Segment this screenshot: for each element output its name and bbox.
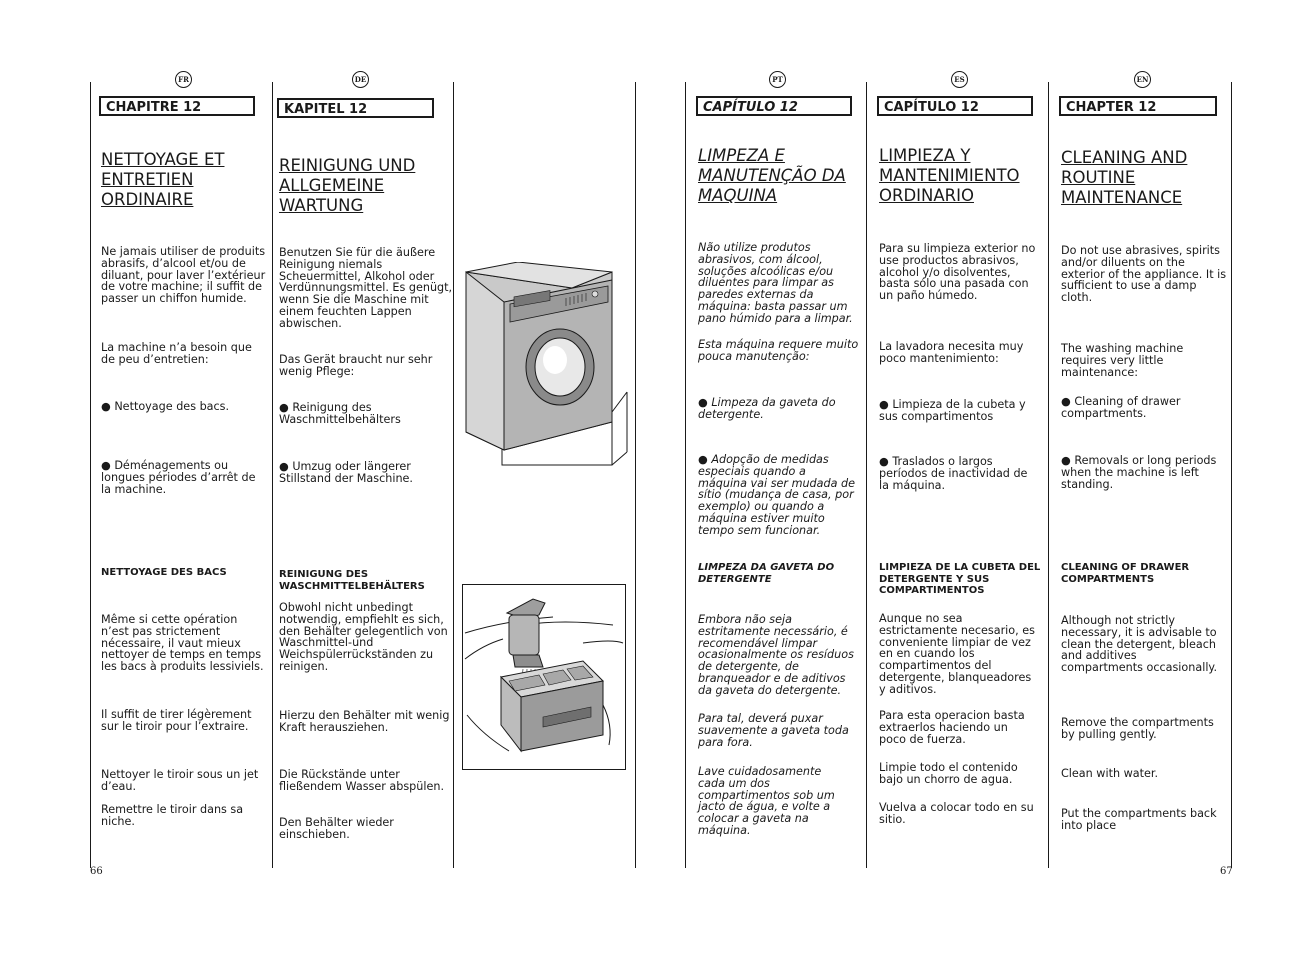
language-badge-es: ES (951, 71, 968, 88)
text-line: estrictamente necesario, es (879, 623, 1035, 637)
text-line: wenn Sie die Maschine mit (279, 293, 429, 307)
text-line: soluções alcoólicas e/ou (698, 264, 834, 278)
subheading-fr (101, 567, 227, 579)
text-line: longues périodes d’arrêt de (101, 470, 256, 484)
page-gutter-rule (635, 82, 636, 868)
text-line: Do not use abrasives, spirits (1061, 244, 1221, 257)
text-line: Lave cuidadosamente (698, 765, 822, 778)
section-title-en (1061, 148, 1187, 208)
paragraph-pt (698, 713, 849, 748)
text-line: compartments. (1061, 406, 1147, 420)
text-line: MAINTENANCE (1061, 188, 1183, 207)
text-line: suavemente a gaveta toda (698, 723, 849, 737)
text-line: y aditivos. (879, 682, 937, 696)
paragraph-es (879, 762, 1018, 786)
text-line: ORDINAIRE (101, 190, 194, 209)
bullet-fr (101, 401, 229, 413)
text-line: into place (1061, 818, 1117, 832)
text-line: Clean with water. (1061, 767, 1158, 780)
text-line: Waschmittelbehälters (279, 412, 401, 426)
page-number-left: 66 (90, 866, 103, 877)
text-line: niche. (101, 814, 135, 828)
text-line: WASCHMITTELBEHÄLTERS (279, 580, 425, 592)
paragraph-fr (101, 246, 265, 305)
text-line: ● Umzug oder längerer (279, 460, 411, 473)
text-line: Reinigung niemals (279, 257, 383, 271)
text-line: and additives (1061, 649, 1137, 663)
paragraph-en (1061, 245, 1226, 304)
text-line: Weichspülerrückständen zu (279, 648, 434, 662)
text-line: notwendig, empfiehlt es sich, (279, 612, 444, 626)
text-line: when the machine is left (1061, 465, 1199, 479)
paragraph-es (879, 613, 1035, 696)
text-line: alcohol y/o disolventes, (879, 265, 1011, 279)
text-line: sur le tiroir pour l’extraire. (101, 719, 249, 733)
text-line: poco de fuerza. (879, 732, 966, 746)
column-divider (1048, 82, 1049, 868)
text-line: Kraft herausziehen. (279, 720, 389, 734)
text-line: extraerlos haciendo un (879, 720, 1008, 734)
text-line: pouca manutenção: (698, 349, 810, 363)
text-line: cloth. (1061, 291, 1093, 305)
text-line: la machine. (101, 482, 167, 496)
text-line: exterior of the appliance. It is (1061, 267, 1227, 281)
text-line: en en cuando los (879, 647, 975, 661)
paragraph-fr (101, 614, 264, 673)
language-badge-en: EN (1134, 71, 1151, 88)
text-line: DETERGENTE (698, 573, 772, 585)
subheading-pt (698, 562, 834, 585)
right-margin-rule (1231, 82, 1232, 868)
text-line: sitio. (879, 812, 906, 826)
text-line: LIMPEZA E (698, 146, 785, 165)
paragraph-de (279, 602, 448, 673)
text-line: de peu d’entretien: (101, 352, 209, 366)
paragraph-de (279, 247, 452, 330)
text-line: máquina estiver muito (698, 511, 825, 525)
text-line: da gaveta do detergente. (698, 683, 842, 697)
text-line: detergente. (698, 407, 764, 421)
text-line: exemplo) ou quando a (698, 500, 825, 514)
text-line: Ne jamais utiliser de produits (101, 245, 266, 258)
text-line: Put the compartments back (1061, 807, 1217, 820)
column-divider (866, 82, 867, 868)
text-line: Den Behälter wieder (279, 816, 394, 829)
paragraph-pt (698, 614, 854, 697)
text-line: Benutzen Sie für die äußere (279, 246, 436, 259)
paragraph-fr (101, 709, 252, 733)
text-line: nécessaire, il vaut mieux (101, 636, 241, 650)
chapter-box-pt: CAPÍTULO 12 (696, 96, 852, 116)
text-line: conveniente limpiar de vez (879, 635, 1031, 649)
text-line: estritamente necessário, é (698, 624, 848, 638)
paragraph-en (1061, 768, 1158, 780)
detergent-drawer-illustration (463, 585, 625, 769)
text-line: DETERGENTE Y SUS (879, 573, 990, 585)
page-number-right: 67 (1220, 866, 1233, 877)
text-line: Aunque no sea (879, 612, 963, 625)
text-line: einschieben. (279, 827, 350, 841)
chapter-box-de: KAPITEL 12 (277, 98, 434, 118)
text-line: ● Traslados o largos (879, 455, 993, 468)
subheading-en (1061, 562, 1189, 585)
text-line: by pulling gently. (1061, 727, 1157, 741)
bullet-en (1061, 396, 1180, 420)
paragraph-en (1061, 808, 1217, 832)
text-line: detergente, blanqueadores (879, 670, 1032, 684)
text-line: Scheuermittel, Alkohol oder (279, 269, 435, 283)
text-line: Vuelva a colocar todo en su (879, 801, 1034, 814)
text-line: la máquina. (879, 478, 946, 492)
text-line: NETTOYAGE DES BACS (101, 567, 227, 578)
language-badge-de: DE (352, 71, 369, 88)
text-line: Remettre le tiroir dans sa (101, 803, 244, 816)
text-line: máquina: basta passar um (698, 299, 848, 313)
text-line: ● Déménagements ou (101, 459, 229, 472)
text-line: Nettoyer le tiroir sous un jet (101, 768, 259, 781)
text-line: de detergente, de (698, 660, 799, 674)
text-line: LIMPEZA DA GAVETA DO (698, 562, 835, 573)
text-line: requires very little (1061, 353, 1164, 367)
text-line: einem feuchten Lappen (279, 304, 412, 318)
text-line: NETTOYAGE ET (101, 150, 225, 169)
text-line: WARTUNG (279, 196, 364, 215)
text-line: poco mantenimiento: (879, 351, 999, 365)
text-line: sufficient to use a damp (1061, 279, 1197, 293)
text-line: La lavadora necesita muy (879, 340, 1024, 353)
text-line: Limpie todo el contenido (879, 761, 1018, 774)
text-line: nettoyer de temps en temps (101, 648, 262, 662)
text-line: compartments occasionally. (1061, 661, 1218, 675)
text-line: Embora não seja (698, 613, 792, 626)
text-line: diluant, pour laver l’extérieur (101, 268, 266, 282)
paragraph-en (1061, 343, 1183, 378)
text-line: CLEANING AND (1061, 148, 1188, 167)
paragraph-es (879, 243, 1035, 302)
bullet-de (279, 402, 401, 426)
text-line: Hierzu den Behälter mit wenig (279, 709, 450, 722)
text-line: diluentes para limpar as (698, 276, 834, 290)
text-line: abrasivos, com álcool, (698, 252, 823, 266)
text-line: and/or diluents on the (1061, 255, 1185, 269)
text-line: Remove the compartments (1061, 716, 1214, 729)
text-line: LIMPIEZA DE LA CUBETA DEL (879, 562, 1041, 573)
text-line: ORDINARIO (879, 186, 974, 205)
text-line: Esta máquina requere muito (698, 338, 859, 351)
text-line: COMPARTIMENTOS (879, 585, 985, 596)
text-line: basta sólo una pasada con (879, 277, 1029, 291)
text-line: ENTRETIEN (101, 170, 194, 189)
text-line: para fora. (698, 735, 753, 749)
text-line: ROUTINE (1061, 168, 1136, 187)
text-line: Stillstand der Maschine. (279, 471, 413, 485)
column-divider (272, 82, 273, 868)
text-line: colocar a gaveta na (698, 812, 809, 826)
column-divider (453, 82, 454, 868)
text-line: Although not strictly (1061, 614, 1175, 627)
text-line: ● Cleaning of drawer (1061, 395, 1181, 408)
bullet-pt (698, 397, 836, 421)
bullet-pt (698, 454, 855, 537)
paragraph-pt (698, 339, 858, 363)
text-line: Die Rückstände unter (279, 768, 400, 781)
text-line: den Behälter gelegentlich von (279, 624, 448, 638)
paragraph-de (279, 817, 394, 841)
text-line: REINIGUNG DES (279, 569, 369, 580)
text-line: jacto de água, e volte a (698, 800, 831, 814)
text-line: les bacs à produits lessiviels. (101, 660, 264, 674)
text-line: branqueador e de aditivos (698, 671, 846, 685)
text-line: cada um dos (698, 776, 770, 790)
text-line: passer un chiffon humide. (101, 292, 247, 306)
text-line: reinigen. (279, 659, 329, 673)
section-title-de (279, 156, 415, 216)
text-line: clean the detergent, bleach (1061, 637, 1216, 651)
text-line: ● Limpieza de la cubeta y (879, 398, 1026, 411)
bullet-en (1061, 455, 1216, 490)
text-line: bajo un chorro de agua. (879, 772, 1013, 786)
text-line: sus compartimentos (879, 409, 994, 423)
text-line: wenig Pflege: (279, 364, 355, 378)
text-line: máquina vai ser mudada de (698, 476, 856, 490)
paragraph-es (879, 802, 1034, 826)
language-badge-pt: PT (769, 71, 786, 88)
chapter-box-es: CAPÍTULO 12 (877, 96, 1033, 116)
paragraph-en (1061, 615, 1217, 674)
paragraph-fr (101, 342, 252, 366)
text-line: Para su limpieza exterior no (879, 242, 1036, 255)
column-divider (685, 82, 686, 868)
chapter-box-en: CHAPTER 12 (1059, 96, 1217, 116)
text-line: fließendem Wasser abspülen. (279, 779, 445, 793)
bullet-de (279, 461, 413, 485)
section-title-pt (698, 146, 846, 206)
text-line: ● Reinigung des (279, 401, 372, 414)
text-line: recomendável limpar (698, 636, 818, 650)
text-line: COMPARTMENTS (1061, 573, 1155, 585)
text-line: especiais quando a (698, 464, 806, 478)
text-line: ● Removals or long periods (1061, 454, 1217, 467)
bullet-es (879, 399, 1026, 423)
text-line: Verdünnungsmittel. Es genügt, (279, 281, 453, 295)
language-badge-fr: FR (175, 71, 192, 88)
text-line: tempo sem funcionar. (698, 523, 821, 537)
text-line: n’est pas strictement (101, 624, 221, 638)
text-line: MANTENIMIENTO (879, 166, 1020, 185)
text-line: Waschmittel-und (279, 636, 374, 650)
bullet-fr (101, 460, 256, 495)
text-line: use productos abrasivos, (879, 253, 1019, 267)
paragraph-es (879, 341, 1023, 365)
text-line: Não utilize produtos (698, 241, 811, 254)
paragraph-pt (698, 242, 853, 325)
text-line: Il suffit de tirer légèrement (101, 708, 252, 721)
text-line: compartimentos sob um (698, 788, 835, 802)
text-line: de votre machine; il suffit de (101, 280, 263, 294)
text-line: The washing machine (1061, 342, 1184, 355)
text-line: ● Limpeza da gaveta do (698, 396, 836, 409)
bullet-es (879, 456, 1027, 491)
paragraph-de (279, 354, 432, 378)
text-line: standing. (1061, 477, 1114, 491)
washing-machine-illustration (462, 262, 630, 474)
paragraph-pt (698, 766, 835, 837)
text-line: La machine n’a besoin que (101, 341, 252, 354)
text-line: ALLGEMEINE (279, 176, 385, 195)
text-line: un paño húmedo. (879, 289, 978, 303)
text-line: Même si cette opération (101, 613, 238, 626)
paragraph-en (1061, 717, 1214, 741)
section-title-es (879, 146, 1020, 206)
text-line: d’eau. (101, 779, 137, 793)
text-line: abwischen. (279, 316, 342, 330)
subheading-de (279, 569, 425, 592)
left-margin-rule (90, 82, 91, 868)
text-line: Das Gerät braucht nur sehr (279, 353, 433, 366)
text-line: CLEANING OF DRAWER (1061, 562, 1190, 573)
paragraph-fr (101, 769, 258, 793)
text-line: compartimentos del (879, 659, 992, 673)
text-line: ● Nettoyage des bacs. (101, 400, 230, 413)
text-line: ● Adopção de medidas (698, 453, 829, 466)
text-line: máquina. (698, 823, 751, 837)
subheading-es (879, 562, 1040, 597)
text-line: LIMPIEZA Y (879, 146, 971, 165)
section-title-fr (101, 150, 224, 210)
text-line: Para esta operacion basta (879, 709, 1025, 722)
paragraph-de (279, 710, 449, 734)
text-line: MANUTENÇÃO DA (698, 166, 846, 185)
text-line: REINIGUNG UND (279, 156, 416, 175)
text-line: pano húmido para a limpar. (698, 311, 853, 325)
text-line: ocasionalmente os resíduos (698, 648, 854, 662)
text-line: sítio (mudança de casa, por (698, 488, 854, 502)
text-line: períodos de inactividad de (879, 466, 1028, 480)
paragraph-de (279, 769, 444, 793)
text-line: Para tal, deverá puxar (698, 712, 823, 725)
chapter-box-fr: CHAPITRE 12 (99, 96, 255, 116)
paragraph-fr (101, 804, 243, 828)
paragraph-es (879, 710, 1025, 745)
text-line: paredes externas da (698, 288, 814, 302)
text-line: maintenance: (1061, 365, 1139, 379)
text-line: necessary, it is advisable to (1061, 625, 1217, 639)
text-line: Obwohl nicht unbedingt (279, 601, 413, 614)
text-line: MAQUINA (698, 186, 778, 205)
text-line: abrasifs, d’alcool et/ou de (101, 256, 246, 270)
